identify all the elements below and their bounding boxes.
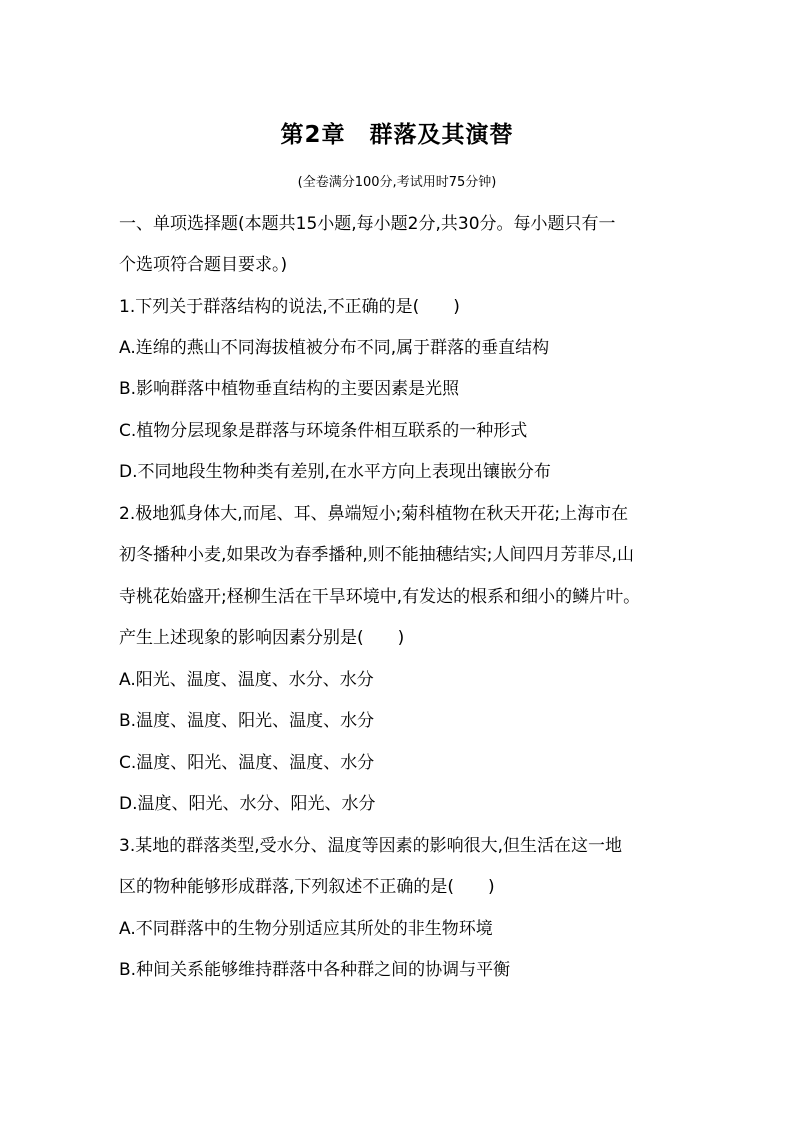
question-2-stem-line-2: 初冬播种小麦,如果改为春季播种,则不能抽穗结实;人间四月芳菲尽,山 [119, 545, 634, 565]
question-1-option-d: D.不同地段生物种类有差别,在水平方向上表现出镶嵌分布 [119, 462, 551, 482]
question-2-option-b: B.温度、温度、阳光、温度、水分 [119, 711, 375, 731]
question-2-option-a: A.阳光、温度、温度、水分、水分 [119, 670, 374, 690]
question-3-stem-line-1: 3.某地的群落类型,受水分、温度等因素的影响很大,但生活在这一地 [119, 836, 623, 856]
question-1-option-c: C.植物分层现象是群落与环境条件相互联系的一种形式 [119, 421, 528, 441]
question-3-option-b: B.种间关系能够维持群落中各种群之间的协调与平衡 [119, 960, 511, 980]
question-1-option-a: A.连绵的燕山不同海拔植被分布不同,属于群落的垂直结构 [119, 338, 550, 358]
question-2-stem-line-3: 寺桃花始盛开;柽柳生活在干旱环境中,有发达的根系和细小的鳞片叶。 [119, 587, 641, 607]
page-subtitle: (全卷满分100分,考试用时75分钟) [297, 175, 497, 190]
question-2-stem-line-1: 2.极地狐身体大,而尾、耳、鼻端短小;菊科植物在秋天开花;上海市在 [119, 504, 629, 524]
question-1-stem: 1.下列关于群落结构的说法,不正确的是( ) [119, 297, 460, 317]
question-1-option-b: B.影响群落中植物垂直结构的主要因素是光照 [119, 379, 460, 399]
question-2-option-c: C.温度、阳光、温度、温度、水分 [119, 753, 375, 773]
page-title: 第2章 群落及其演替 [280, 122, 514, 148]
question-2-stem-line-4: 产生上述现象的影响因素分别是( ) [119, 628, 405, 648]
question-3-stem-line-2: 区的物种能够形成群落,下列叙述不正确的是( ) [119, 877, 495, 897]
question-2-option-d: D.温度、阳光、水分、阳光、水分 [119, 794, 376, 814]
section-heading-line-1: 一、单项选择题(本题共15小题,每小题2分,共30分。每小题只有一 [119, 214, 616, 234]
question-3-option-a: A.不同群落中的生物分别适应其所处的非生物环境 [119, 919, 493, 939]
section-heading-line-2: 个选项符合题目要求。) [119, 255, 288, 275]
